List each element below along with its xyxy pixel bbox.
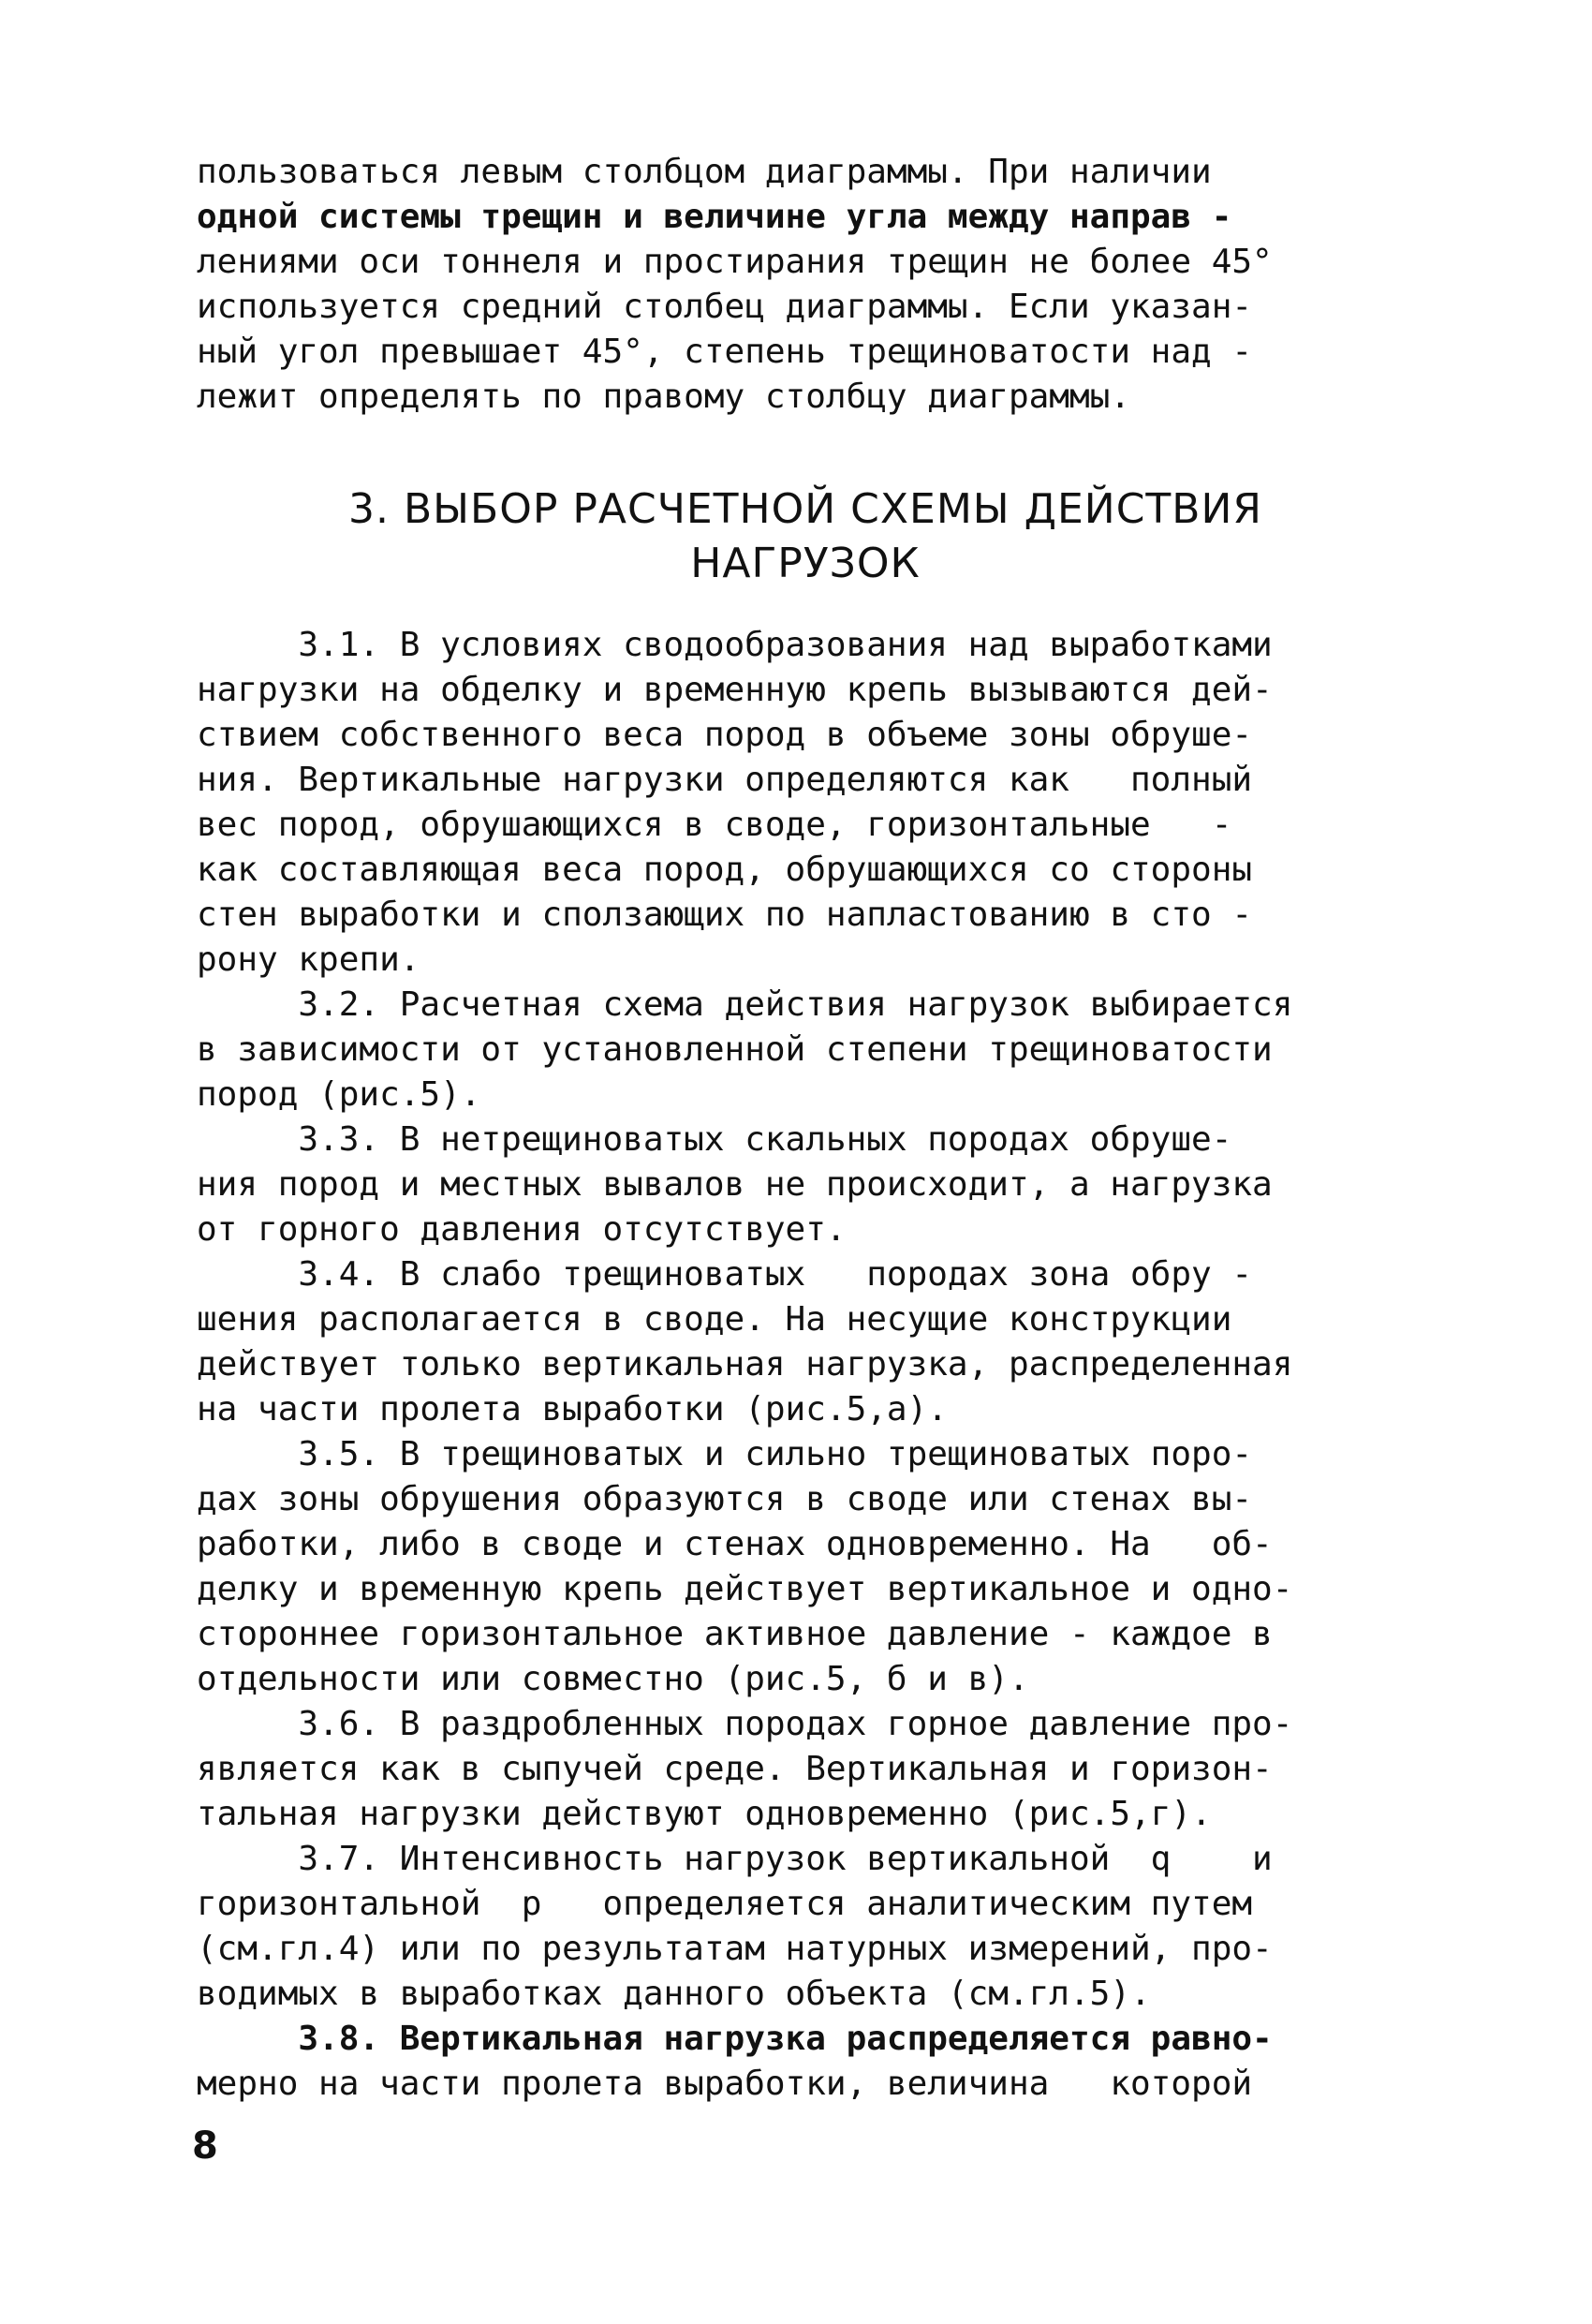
section-title-line: НАГРУЗОК: [690, 540, 921, 587]
text-line: дах зоны обрушения образуются в своде или стенах вы-: [197, 1480, 1253, 1518]
paragraph-3-5: [197, 1432, 1414, 1702]
text-line: 3.6. В раздробленных породах горное давление про-: [197, 1705, 1293, 1743]
paragraph-3-2: [197, 983, 1414, 1118]
text-line: стен выработки и сползающих по напластованию в сто -: [197, 896, 1253, 934]
paragraph-3-3: [197, 1118, 1414, 1252]
text-line: 3.7. Интенсивность нагрузок вертикальной q и: [197, 1840, 1273, 1878]
text-line: 3.1. В условиях сводообразования над выработками: [197, 626, 1273, 664]
text-line: лениями оси тоннеля и простирания трещин не более 45°: [197, 243, 1273, 281]
text-line: одной системы трещин и величине угла между направ -: [197, 198, 1232, 236]
text-line: горизонтальной p определяется аналитическим путем: [197, 1885, 1253, 1923]
text-line: мерно на части пролета выработки, величина которой: [197, 2065, 1253, 2103]
text-line: рону крепи.: [197, 940, 420, 979]
text-line: (см.гл.4) или по результатам натурных измерений, про-: [197, 1930, 1273, 1968]
text-line: ствием собственного веса пород в объеме зоны обруше-: [197, 716, 1253, 754]
text-line: от горного давления отсутствует.: [197, 1210, 847, 1249]
page-number: 8: [192, 2124, 218, 2168]
text-line: как составляющая веса пород, обрушающихся со стороны: [197, 851, 1253, 889]
paragraph-3-1: [197, 623, 1414, 983]
text-line: в зависимости от установленной степени трещиноватости: [197, 1030, 1273, 1069]
text-line: ния. Вертикальные нагрузки определяются как полный: [197, 761, 1253, 799]
text-line: используется средний столбец диаграммы. Если указан-: [197, 288, 1253, 326]
section-title-line: 3. ВЫБОР РАСЧЕТНОЙ СХЕМЫ ДЕЙСТВИЯ: [348, 485, 1262, 533]
text-line: отдельности или совместно (рис.5, б и в).: [197, 1660, 1029, 1698]
text-line: 3.3. В нетрещиноватых скальных породах обруше-: [197, 1120, 1232, 1159]
text-line: действует только вертикальная нагрузка, распределенная: [197, 1345, 1293, 1384]
text-line: ния пород и местных вывалов не происходит, а нагрузка: [197, 1165, 1273, 1204]
text-line: пользоваться левым столбцом диаграммы. При наличии: [197, 153, 1212, 191]
paragraph-3-8: [197, 2017, 1414, 2107]
text-line: 3.5. В трещиноватых и сильно трещиноватых поро-: [197, 1435, 1253, 1473]
paragraph-3-6: [197, 1702, 1414, 1837]
text-line: водимых в выработках данного объекта (см.гл.5).: [197, 1975, 1151, 2013]
text-line: шения располагается в своде. На несущие конструкции: [197, 1300, 1232, 1339]
text-line: делку и временную крепь действует вертикальное и одно-: [197, 1570, 1293, 1608]
text-line: на части пролета выработки (рис.5,а).: [197, 1390, 948, 1428]
text-line: 3.8. Вертикальная нагрузка распределяется равно-: [197, 2020, 1273, 2058]
text-line: работки, либо в своде и стенах одновременно. На об-: [197, 1525, 1273, 1563]
text-line: пород (рис.5).: [197, 1075, 481, 1114]
paragraph-3-4: [197, 1252, 1414, 1432]
text-line: тальная нагрузки действуют одновременно (рис.5,г).: [197, 1795, 1212, 1833]
text-line: лежит определять по правому столбцу диаграммы.: [197, 377, 1130, 416]
intro-paragraph: [197, 150, 1414, 420]
section-heading: [197, 482, 1414, 591]
paragraph-3-7: [197, 1837, 1414, 2017]
text-line: 3.4. В слабо трещиноватых породах зона обру -: [197, 1255, 1253, 1294]
text-line: нагрузки на обделку и временную крепь вызываются дей-: [197, 671, 1273, 709]
text-line: ный угол превышает 45°, степень трещиноватости над -: [197, 333, 1253, 371]
text-line: стороннее горизонтальное активное давление - каждое в: [197, 1615, 1273, 1653]
text-line: вес пород, обрушающихся в своде, горизонтальные -: [197, 806, 1232, 844]
text-line: является как в сыпучей среде. Вертикальная и горизон-: [197, 1750, 1273, 1788]
text-line: 3.2. Расчетная схема действия нагрузок выбирается: [197, 985, 1293, 1024]
